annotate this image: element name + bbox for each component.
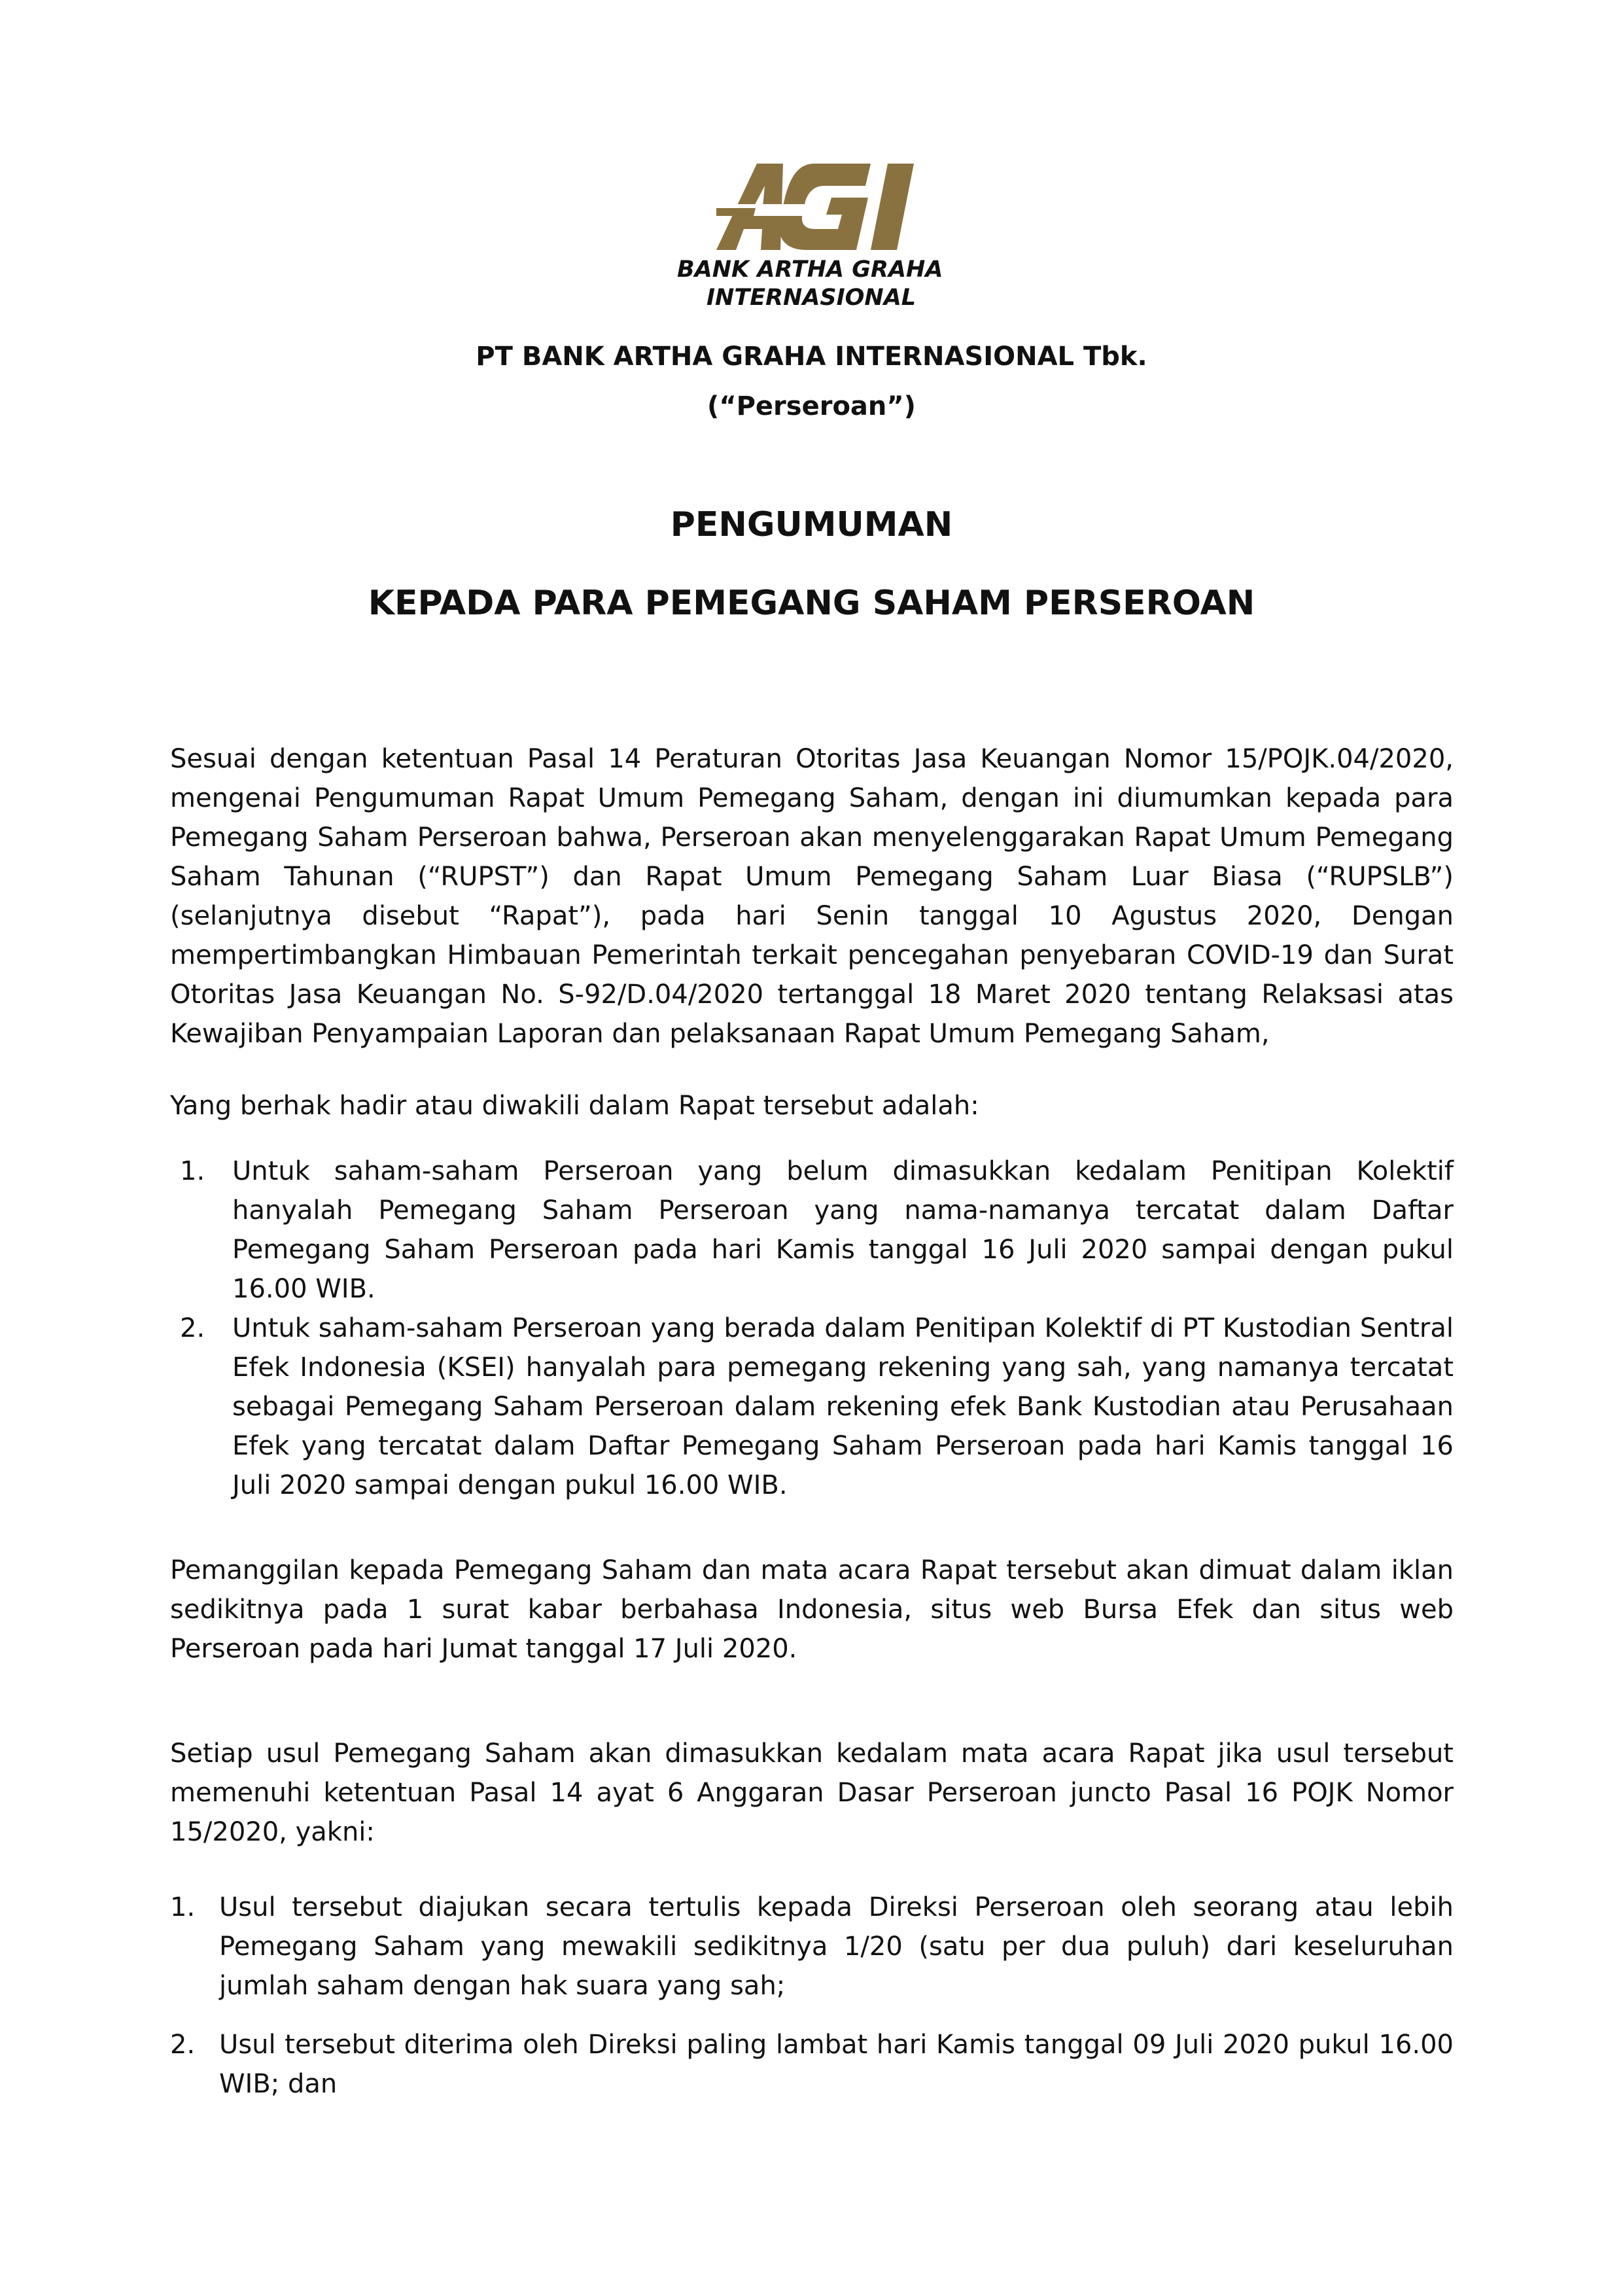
announcement-title: PENGUMUMAN	[670, 505, 953, 544]
list-number: 1.	[170, 1892, 196, 1922]
list-item: Untuk saham-saham Perseroan yang belum dimasukkan kedalam Penitipan Kolektif hanyalah Pemegang Saham Perseroan yang nama-namanya tercatat dalam Daftar Pemegang Saham Perseroan pada hari Kamis tanggal 16 Juli 2020 sampai dengan pukul 16.00 WIB.	[232, 1156, 1454, 1304]
list-item: Untuk saham-saham Perseroan yang berada dalam Penitipan Kolektif di PT Kustodian Sentral Efek Indonesia (KSEI) hanyalah para pemegang rekening yang sah, yang namanya tercatat sebagai Pemegang Saham Perseroan dalam rekening efek Bank Kustodian atau Perusahaan Efek yang tercatat dalam Daftar Pemegang Saham Perseroan pada hari Kamis tanggal 16 Juli 2020 sampai dengan pukul 16.00 WIB.	[232, 1313, 1454, 1500]
list-item: Usul tersebut diajukan secara tertulis kepada Direksi Perseroan oleh seorang atau lebih Pemegang Saham yang mewakili sedikitnya 1/20 (satu per dua puluh) dari keseluruhan jumlah saham dengan hak suara yang sah;	[219, 1892, 1454, 2001]
company-logo	[667, 164, 994, 321]
company-name: PT BANK ARTHA GRAHA INTERNASIONAL Tbk.	[476, 342, 1147, 372]
logo-text-line2: INTERNASIONAL	[707, 285, 916, 311]
list-number: 1.	[180, 1156, 205, 1186]
agi-monogram	[716, 164, 939, 252]
announcement-subtitle: KEPADA PARA PEMEGANG SAHAM PERSEROAN	[368, 584, 1255, 623]
entitled-paragraph: Yang berhak hadir atau diwakili dalam Rapat tersebut adalah:	[170, 1091, 979, 1121]
list-number: 2.	[170, 2030, 196, 2060]
defined-term: (“Perseroan”)	[707, 391, 916, 421]
list-item: Usul tersebut diterima oleh Direksi paling lambat hari Kamis tanggal 09 Juli 2020 pukul 16.00 WIB; dan	[219, 2030, 1454, 2099]
logo-text-line1: BANK ARTHA GRAHA	[677, 256, 943, 283]
list-number: 2.	[180, 1313, 205, 1343]
intro-paragraph: Sesuai dengan ketentuan Pasal 14 Peraturan Otoritas Jasa Keuangan Nomor 15/POJK.04/2020, mengenai Pengumuman Rapat Umum Pemegang Saham, dengan ini diumumkan kepada para Pemegang Saham Perseroan bahwa, Perseroan akan menyelenggarakan Rapat Umum Pemegang Saham Tahunan (“RUPST”) dan Rapat Umum Pemegang Saham Luar Biasa (“RUPSLB”) (selanjutnya disebut “Rapat”), pada hari Senin tanggal 10 Agustus 2020, Dengan mempertimbangkan Himbauan Pemerintah terkait pencegahan penyebaran COVID-19 dan Surat Otoritas Jasa Keuangan No. S-92/D.04/2020 tertanggal 18 Maret 2020 tentang Relaksasi atas Kewajiban Penyampaian Laporan dan pelaksanaan Rapat Umum Pemegang Saham,	[170, 744, 1454, 1049]
summons-paragraph: Pemanggilan kepada Pemegang Saham dan mata acara Rapat tersebut akan dimuat dalam iklan sedikitnya pada 1 surat kabar berbahasa Indonesia, situs web Bursa Efek dan situs web Perseroan pada hari Jumat tanggal 17 Juli 2020.	[170, 1555, 1454, 1664]
proposal-paragraph: Setiap usul Pemegang Saham akan dimasukkan kedalam mata acara Rapat jika usul tersebut memenuhi ketentuan Pasal 14 ayat 6 Anggaran Dasar Perseroan juncto Pasal 16 POJK Nomor 15/2020, yakni:	[170, 1739, 1454, 1847]
